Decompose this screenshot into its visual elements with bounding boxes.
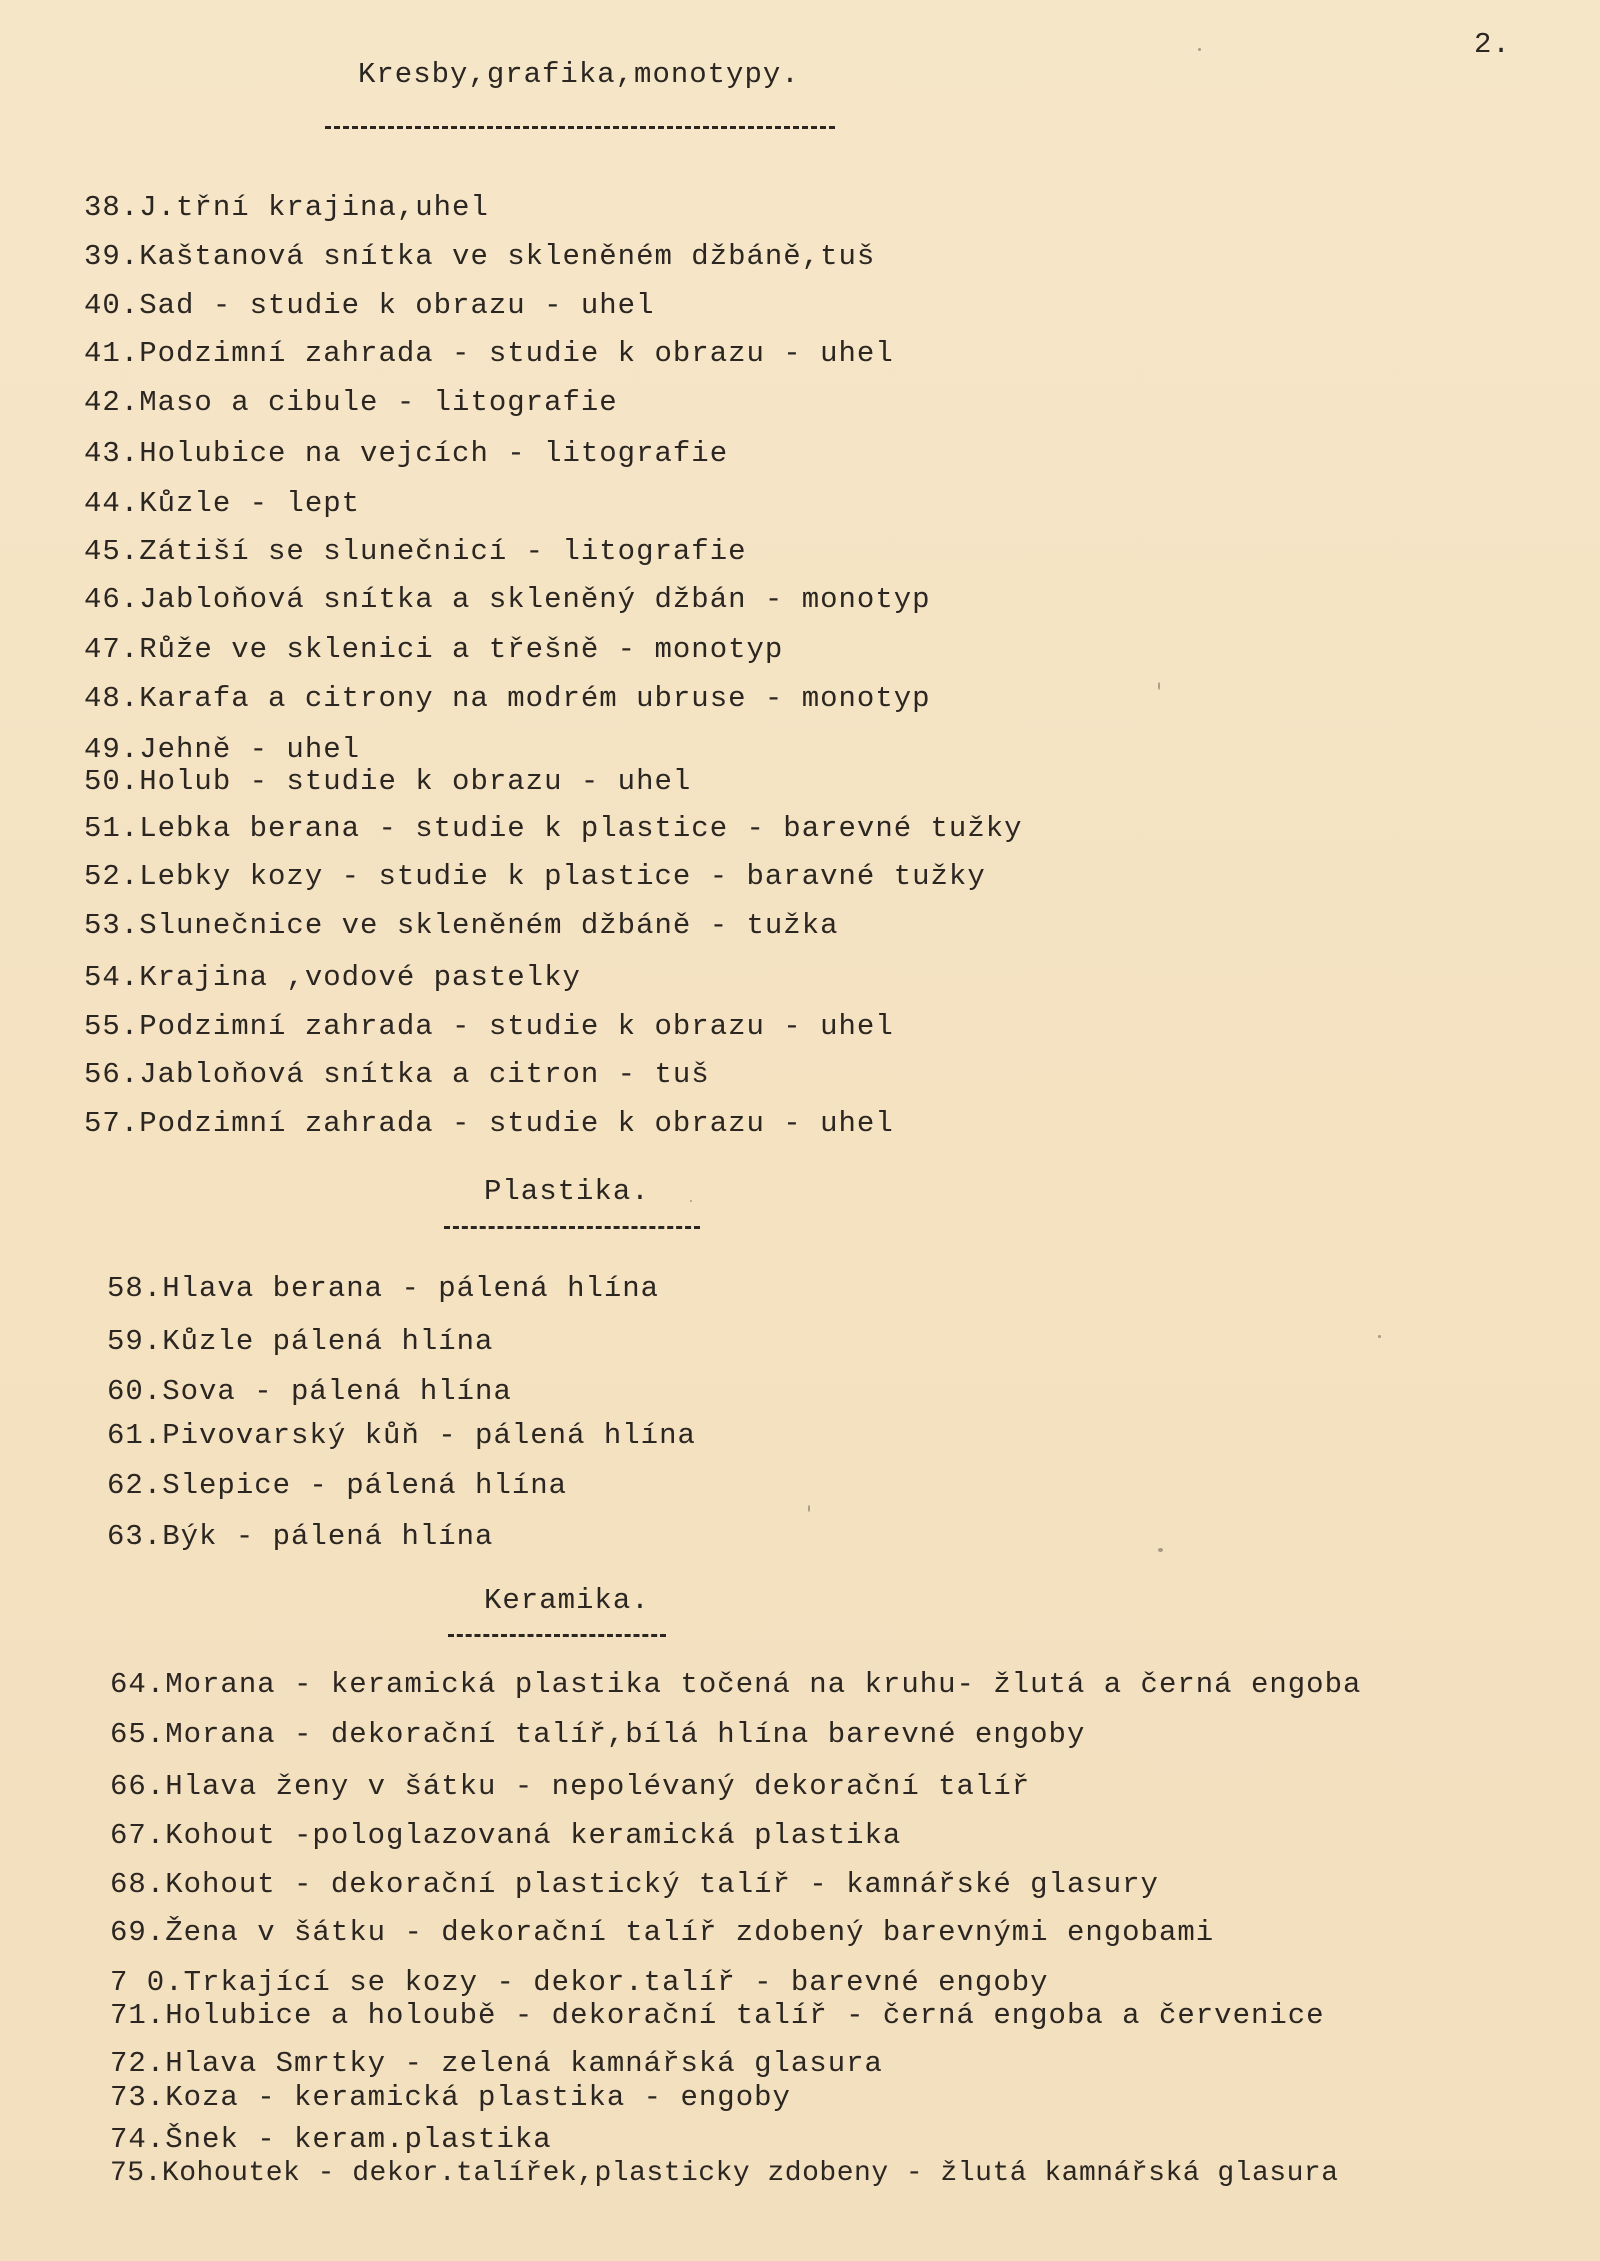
list-item: 63.Býk - pálená hlína	[107, 1520, 494, 1553]
list-item: 52.Lebky kozy - studie k plastice - baravné tužky	[84, 860, 986, 893]
list-item: 42.Maso a cibule - litografie	[84, 386, 618, 419]
list-item: 46.Jabloňová snítka a skleněný džbán - monotyp	[84, 583, 931, 616]
list-item: 45.Zátiší se slunečnicí - litografie	[84, 535, 747, 568]
list-item: 56.Jabloňová snítka a citron - tuš	[84, 1058, 710, 1091]
list-item: 51.Lebka berana - studie k plastice - barevné tužky	[84, 812, 1023, 845]
list-item: 49.Jehně - uhel	[84, 733, 361, 766]
page-number: 2.	[1474, 28, 1511, 61]
list-item: 67.Kohout -pologlazovaná keramická plastika	[110, 1819, 902, 1852]
list-item: 59.Kůzle pálená hlína	[107, 1325, 494, 1358]
list-item: 73.Koza - keramická plastika - engoby	[110, 2081, 791, 2114]
list-item: 40.Sad - studie k obrazu - uhel	[84, 289, 655, 322]
heading-underline	[444, 1226, 700, 1229]
list-item: 57.Podzimní zahrada - studie k obrazu - uhel	[84, 1107, 894, 1140]
list-item: 64.Morana - keramická plastika točená na kruhu- žlutá a černá engoba	[110, 1668, 1362, 1701]
list-item: 55.Podzimní zahrada - studie k obrazu - uhel	[84, 1010, 894, 1043]
paper-speck	[1198, 48, 1201, 51]
list-item: 65.Morana - dekorační talíř,bílá hlína barevné engoby	[110, 1718, 1086, 1751]
list-item: 62.Slepice - pálená hlína	[107, 1469, 568, 1502]
list-item: 61.Pivovarský kůň - pálená hlína	[107, 1419, 696, 1452]
list-item: 74.Šnek - keram.plastika	[110, 2123, 552, 2156]
list-item: 44.Kůzle - lept	[84, 487, 361, 520]
section-heading-ceramics: Keramika.	[484, 1584, 650, 1617]
heading-underline	[448, 1634, 666, 1637]
list-item: 7 0.Trkající se kozy - dekor.talíř - barevné engoby	[110, 1966, 1049, 1999]
list-item: 69.Žena v šátku - dekorační talíř zdobený barevnými engobami	[110, 1916, 1215, 1949]
list-item: 50.Holub - studie k obrazu - uhel	[84, 765, 692, 798]
section-heading-sculpture: Plastika.	[484, 1175, 650, 1208]
list-item: 41.Podzimní zahrada - studie k obrazu - uhel	[84, 337, 894, 370]
list-item: 72.Hlava Smrtky - zelená kamnářská glasura	[110, 2047, 883, 2080]
heading-underline	[325, 126, 835, 129]
section-heading-drawings: Kresby,grafika,monotypy.	[358, 58, 800, 91]
list-item: 58.Hlava berana - pálená hlína	[107, 1272, 660, 1305]
list-item: 39.Kaštanová snítka ve skleněném džbáně,tuš	[84, 240, 876, 273]
paper-speck	[1378, 1335, 1381, 1338]
list-item: 53.Slunečnice ve skleněném džbáně - tužka	[84, 909, 839, 942]
list-item: 38.J.třní krajina,uhel	[84, 191, 489, 224]
list-item: 48.Karafa a citrony na modrém ubruse - monotyp	[84, 682, 931, 715]
list-item: 68.Kohout - dekorační plastický talíř - kamnářské glasury	[110, 1868, 1159, 1901]
list-item: 54.Krajina ,vodové pastelky	[84, 961, 581, 994]
list-item: 43.Holubice na vejcích - litografie	[84, 437, 729, 470]
list-item: 71.Holubice a holoubě - dekorační talíř - černá engoba a červenice	[110, 1999, 1325, 2032]
paper-speck	[1158, 682, 1160, 690]
paper-speck	[808, 1505, 810, 1512]
list-item: 60.Sova - pálená hlína	[107, 1375, 512, 1408]
list-item: 47.Růže ve sklenici a třešně - monotyp	[84, 633, 784, 666]
paper-speck	[690, 1200, 692, 1202]
paper-speck	[1158, 1548, 1163, 1552]
list-item: 66.Hlava ženy v šátku - nepolévaný dekorační talíř	[110, 1770, 1031, 1803]
list-item: 75.Kohoutek - dekor.talířek,plasticky zdobeny - žlutá kamnářská glasura	[110, 2158, 1339, 2189]
